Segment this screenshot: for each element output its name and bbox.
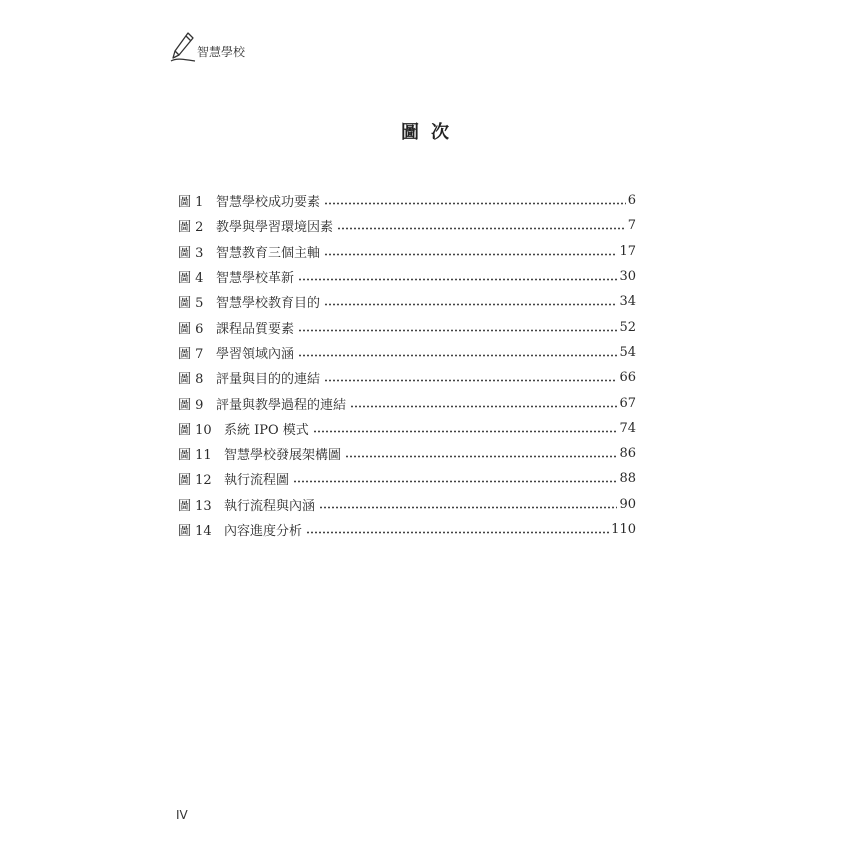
page-number: 66 xyxy=(619,370,636,386)
page-number: 34 xyxy=(619,294,636,310)
toc-entry xyxy=(178,289,636,314)
figure-title: 評量與教學過程的連結 xyxy=(216,397,347,413)
figure-title: 智慧學校成功要素 xyxy=(216,195,321,211)
toc-entry xyxy=(178,314,636,339)
figure-number: 圖 2 xyxy=(178,220,204,236)
figure-number: 圖 4 xyxy=(178,271,204,287)
toc-entry xyxy=(178,239,636,264)
toc-entry xyxy=(178,340,636,365)
toc-entry xyxy=(178,466,636,491)
dot-leader xyxy=(293,480,617,483)
dot-leader xyxy=(345,455,617,458)
page-title: 圖次 xyxy=(401,122,461,143)
toc-entry xyxy=(178,365,636,390)
page-number: 7 xyxy=(627,218,636,234)
page-number: 54 xyxy=(619,344,636,360)
toc-entry xyxy=(178,416,636,441)
toc-entry xyxy=(178,492,636,517)
figure-number: 圖 13 xyxy=(178,498,212,514)
list-of-figures xyxy=(178,188,636,542)
figure-title: 系統 IPO 模式 xyxy=(224,422,309,438)
toc-entry xyxy=(178,441,636,466)
page-number: 110 xyxy=(611,522,636,537)
figure-title: 學習領域內涵 xyxy=(216,346,295,362)
dot-leader xyxy=(350,405,617,408)
page-number: 6 xyxy=(627,193,636,209)
dot-leader xyxy=(324,202,626,205)
page-number: 67 xyxy=(619,395,636,411)
figure-title: 智慧教育三個主軸 xyxy=(216,245,321,261)
dot-leader xyxy=(319,506,617,509)
dot-leader xyxy=(313,430,618,433)
figure-number: 圖 7 xyxy=(178,346,204,362)
figure-number: 圖 9 xyxy=(178,397,204,413)
page-folio: IV xyxy=(176,808,188,822)
figure-number: 圖 8 xyxy=(178,372,204,388)
figure-title: 智慧學校發展架構圖 xyxy=(224,448,342,464)
figure-title: 智慧學校革新 xyxy=(216,271,295,287)
figure-number: 圖 12 xyxy=(178,473,212,489)
figure-number: 圖 5 xyxy=(178,296,204,312)
toc-entry xyxy=(178,188,636,213)
header-title: 智慧學校 xyxy=(197,45,246,59)
dot-leader xyxy=(324,253,617,256)
figure-title: 教學與學習環境因素 xyxy=(216,220,334,236)
figure-title: 評量與目的的連結 xyxy=(216,372,321,388)
toc-entry xyxy=(178,264,636,289)
figure-number: 圖 6 xyxy=(178,321,204,337)
page-number: 86 xyxy=(619,446,636,462)
toc-entry xyxy=(178,517,636,542)
dot-leader xyxy=(324,303,617,306)
page-number: 30 xyxy=(619,269,636,285)
page-number: 17 xyxy=(619,243,636,259)
figure-title: 課程品質要素 xyxy=(216,321,295,337)
toc-entry xyxy=(178,390,636,415)
figure-number: 圖 10 xyxy=(178,422,212,438)
page-number: 88 xyxy=(619,471,636,487)
figure-number: 圖 14 xyxy=(178,524,212,539)
dot-leader xyxy=(298,354,617,357)
toc-entry xyxy=(178,213,636,238)
dot-leader xyxy=(298,329,617,332)
figure-title: 內容進度分析 xyxy=(224,524,303,539)
dot-leader xyxy=(337,227,626,230)
page-number: 52 xyxy=(619,319,636,335)
dot-leader xyxy=(298,278,617,281)
dot-leader xyxy=(324,379,617,382)
pencil-icon xyxy=(168,30,196,64)
dot-leader xyxy=(306,531,609,534)
figure-number: 圖 3 xyxy=(178,245,204,261)
figure-title: 執行流程與內涵 xyxy=(224,498,316,514)
page-number: 90 xyxy=(619,496,636,512)
figure-title: 執行流程圖 xyxy=(224,473,290,489)
figure-number: 圖 1 xyxy=(178,195,204,211)
figure-title: 智慧學校教育目的 xyxy=(216,296,321,312)
running-header xyxy=(168,30,245,64)
figure-number: 圖 11 xyxy=(178,448,212,464)
page-number: 74 xyxy=(619,420,636,436)
